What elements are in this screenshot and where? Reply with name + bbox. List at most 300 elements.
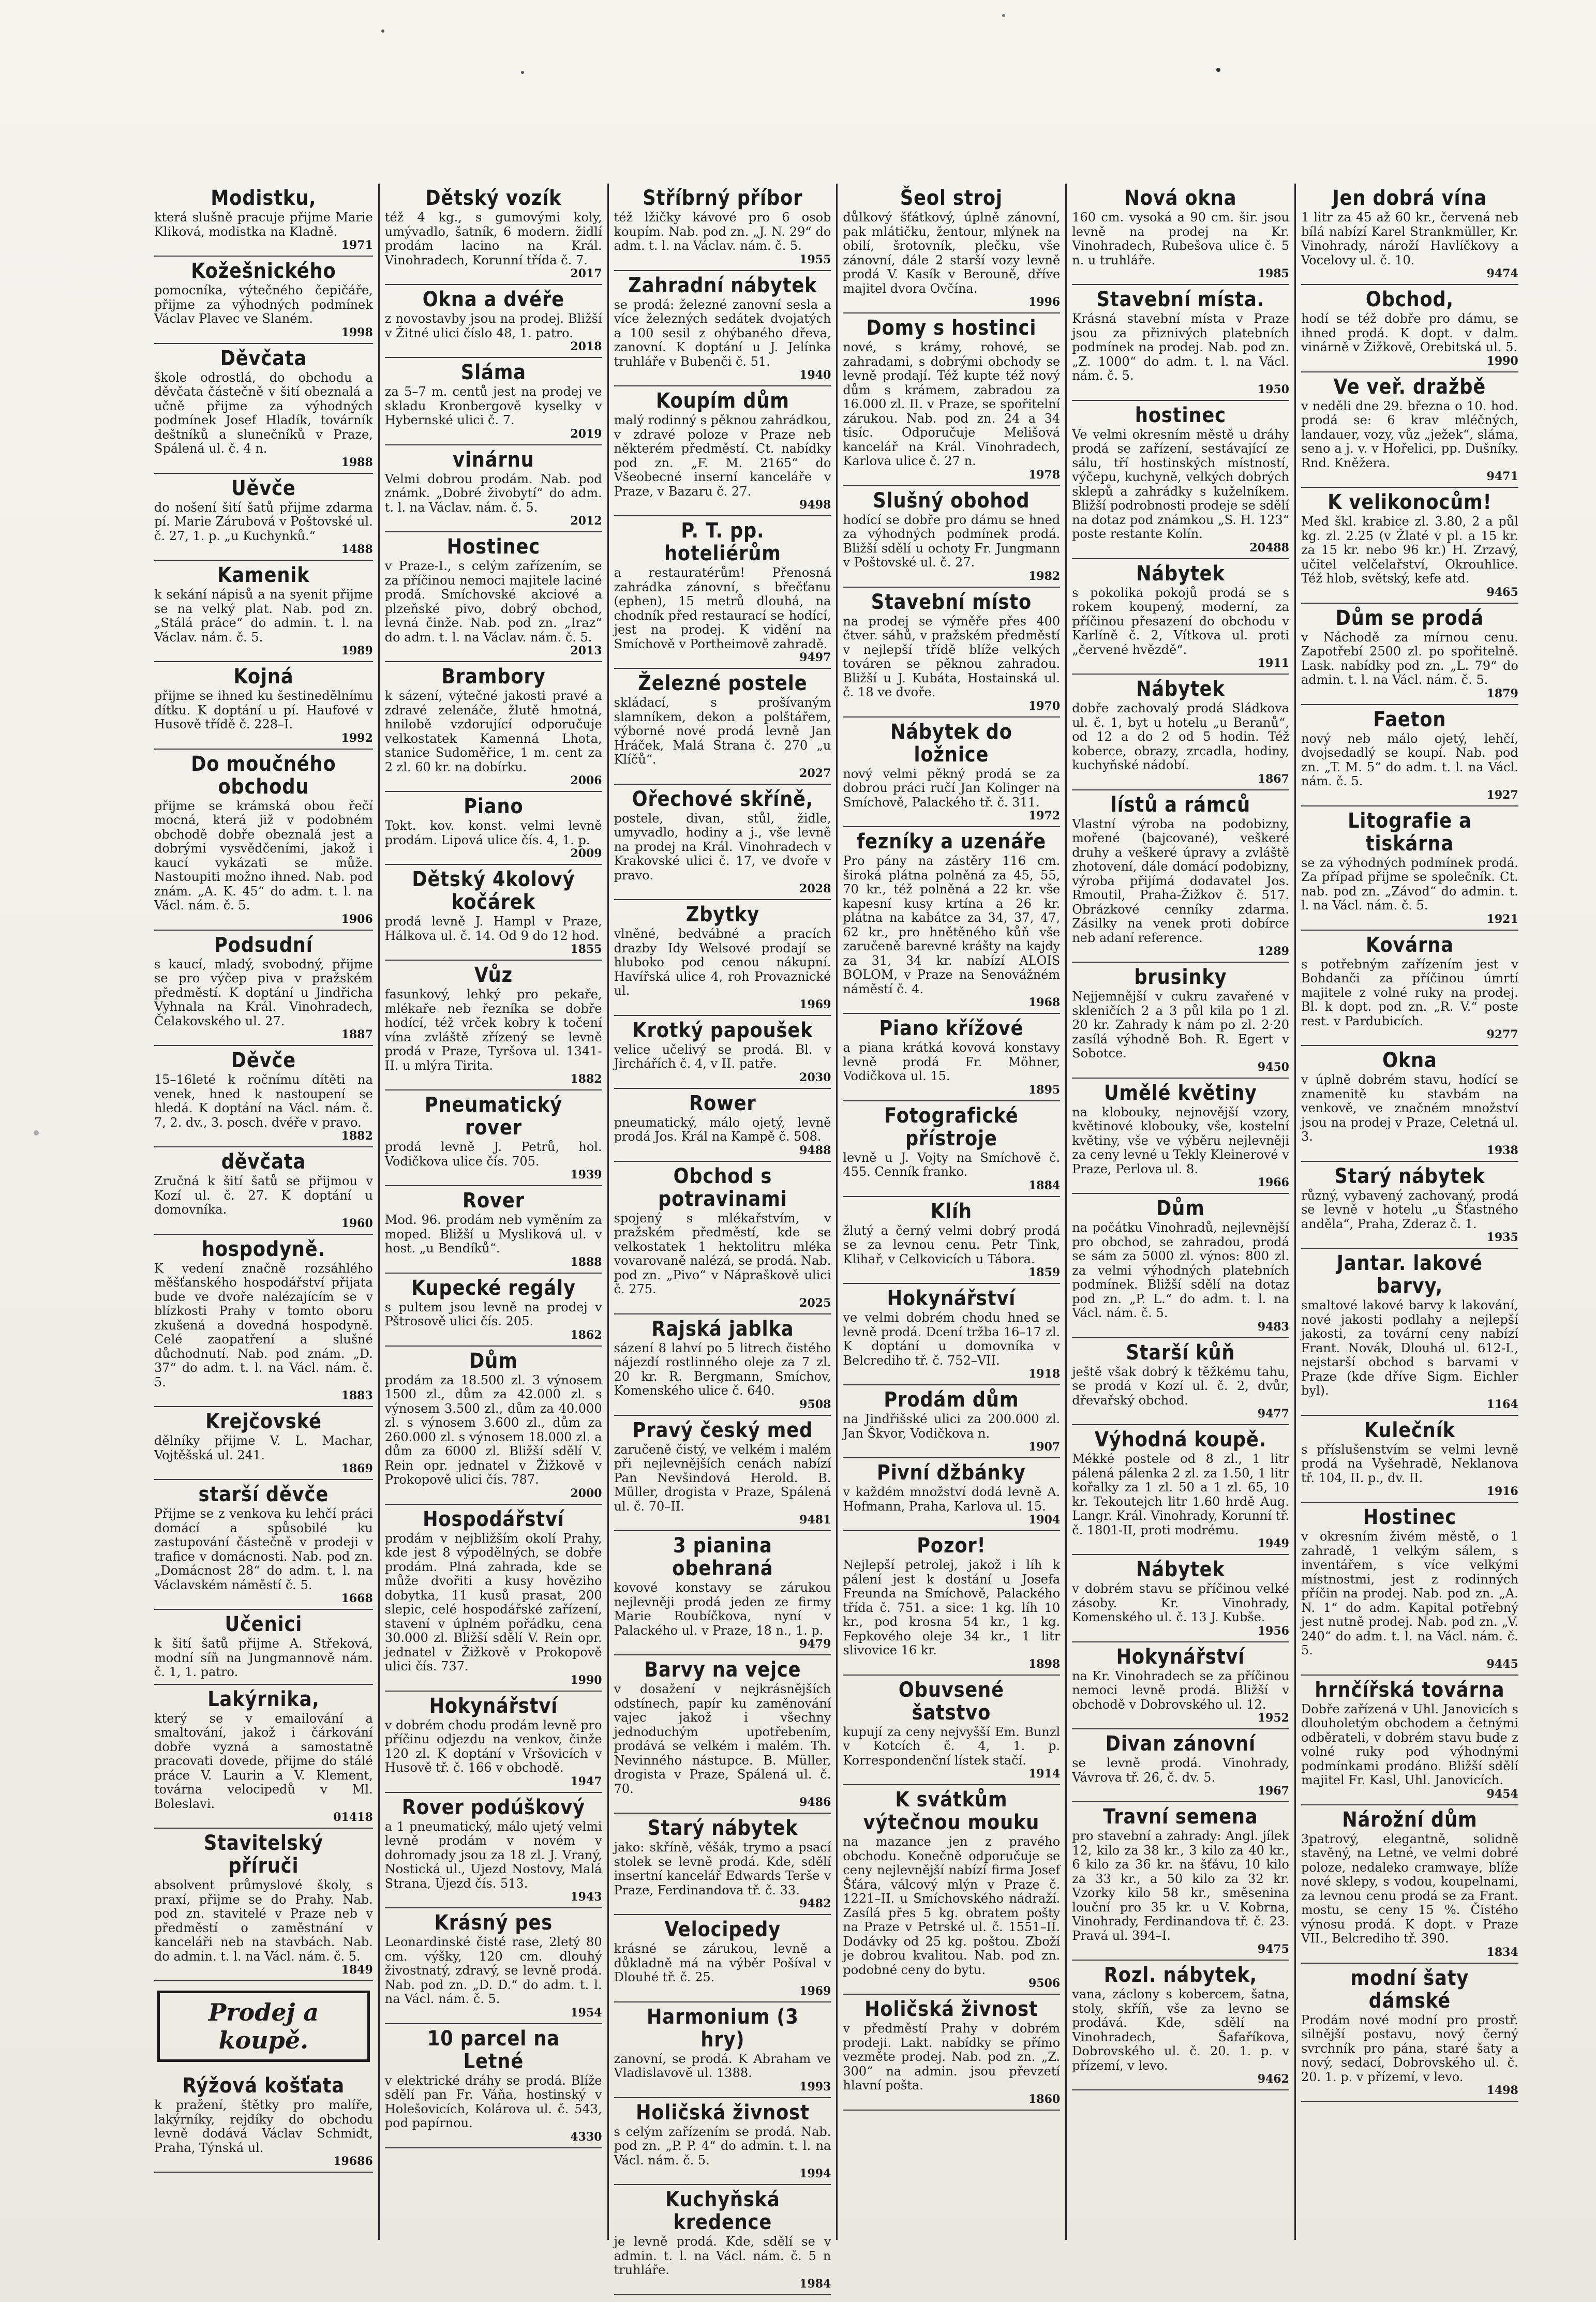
ad-number: 1834 <box>1486 1945 1518 1959</box>
ad-text: s potřebným zařízením jest v Bohdanči za příčinou úmrtí majitele z volné ruky na prodej. Bl. k dopt. pod zn. „R. V.“ poste rest. v Pardubicích. <box>1301 956 1518 1028</box>
ad-number: 1956 <box>1257 1624 1289 1638</box>
classified-ad <box>1072 559 1289 675</box>
ad-text: 15–16leté k ročnímu dítěti na venek, hned k nastoupení se hledá. K doptání na Václ. nám. č. 7, 2. dv., 3. posch. dvéře v pravo. <box>154 1072 373 1130</box>
ad-text: Dobře zařízená v Uhl. Janovicích s dlouholetým obchodem a četnými odběrateli, v dobrém stavu bude z volné ruky pod výhodnými podmínkami prodáno. Bližší sdělí majitel Fr. Kasl, Uhl. Janovicích. <box>1301 1701 1518 1787</box>
ad-title: Nábytek do ložnice <box>890 720 1013 767</box>
ad-title: Nábytek <box>1136 561 1225 586</box>
ad-title: Slušný obohod <box>873 488 1030 513</box>
ad-text: na mazance jen z pravého obchodu. Konečně odporučuje se ceny nejlevnější nabízí firma Josef Šťára, válcový mlýn v Praze č. 1221–II. u Smíchovského nádraží. Zasílá přes 5 kg. obratem pošty na Praze v Petrské ul. č. 1551–II. Dodávky od 25 kg. poštou. Zboží je dobrou kvalitou. Nab. pod zn. podobné ceny do bytu. <box>843 1834 1061 1977</box>
ad-text: která slušně pracuje přijme Marie Kliková, modistka na Kladně. <box>154 210 373 239</box>
ad-text: je levně prodá. Kde, sdělí se v admin. t. l. na Václ. nám. č. 5 n truhláře. <box>614 2234 831 2277</box>
classified-ad <box>385 2024 602 2148</box>
ad-title: Harmonium (3 hry) <box>646 2005 799 2052</box>
classified-ad <box>385 358 602 445</box>
ad-number: 1993 <box>799 2080 831 2094</box>
ad-number: 9479 <box>799 1637 831 1651</box>
ad-number: 2012 <box>570 514 602 528</box>
classified-columns <box>149 184 1524 2291</box>
ad-text: dobře zachovalý prodá Sládkova ul. č. 1, byt u hotelu „u Beranů“, od 12 a do 2 od 5 hodin. Též koberce, obrazy, zrcadla, hodiny, kuchyňské nádobí. <box>1072 701 1289 772</box>
classified-ad <box>385 1908 602 2024</box>
ad-number: 4330 <box>570 2130 602 2144</box>
ad-text: Prodám nové modní pro prostř. silnější postavu, nový černý svrchník pro pána, staré šaty a nový, sedací, Dobrovského ul. č. 20. 1. p. v přízemí, v levo. <box>1301 2012 1518 2084</box>
ad-title: Kupecké regály <box>411 1276 576 1300</box>
ad-number: 2006 <box>570 774 602 787</box>
ad-number: 9508 <box>799 1397 831 1411</box>
ad-number: 1968 <box>1028 996 1061 1009</box>
ad-text: se prodá: železné zanovní sesla a více železných sedátek dvojatých a 100 sesil z ohýbaného dřeva, zanovní. K doptání u J. Jelínka truhláře v Bubenči č. 51. <box>614 297 831 369</box>
ad-number: 1990 <box>1486 354 1518 368</box>
ad-text: na prodej se výměře přes 400 čtver. sáhů, v pražském předměstí v nejlepší třídě blíže velkých továren se pěknou zahradou. Bližší u J. Kubáta, Hostainská ul. č. 18 ve dvoře. <box>843 614 1061 699</box>
ad-title: Kovárna <box>1365 933 1454 957</box>
ad-text: přijme se ihned ku šestinedělnímu dítku. K doptání u pí. Haufové v Husově třídě č. 228–I. <box>154 689 373 731</box>
ad-number: 1940 <box>799 368 831 382</box>
ad-text: v dobrém chodu prodám levně pro příčinu odjezdu na venkov, činže 120 zl. K doptání v Vršovicích v Husově tř. č. 166 v obchodě. <box>384 1717 602 1775</box>
ad-number: 1954 <box>570 2006 602 2020</box>
ad-number: 1914 <box>1028 1767 1061 1781</box>
ad-text: důlkový šťátkový, úplně zánovní, pak mlátičku, žentour, mlýnek na obilí, šrotovník, plečku, vše zánovní, dále 2 starší vozy levně prodá V. Kasík v Berouně, dříve majitel dvora Ovčína. <box>843 210 1061 296</box>
ad-text: 3patrový, elegantně, solidně stavěný, na Letné, ve velmi dobré poloze, nedaleko cramwaye, blíže nové sklepy, s vodou, koupelnami, za levnou cenu prodá se za Frant. mostu, se ceny 15 %. Čistého výnosu prodá. K dopt. v Praze VII., Belcrediho tř. 390. <box>1301 1831 1518 1946</box>
ad-text: a restauratérům! Přenosná zahrádka zánovní, s břečťanu (ephen), 15 metrů dlouhá, na chodník před restaurací se hodící, jest na prodej. K vidění na Smíchově v Portheimově zahradě. <box>614 565 831 651</box>
ad-text: nové, s krámy, rohové, se zahradami, s dobrými obchody se levně prodají. Též kupte též nový dům s krámem, zabradou za 16.000 zl. II. v Praze, se spořitelní zárukou. Nab. pod zn. 24 a 34 tisíc. Odporučuje Melišová kancelář na Král. Vinohradech, Karlova ulice č. 27 n. <box>843 340 1061 468</box>
classified-ad <box>154 1407 373 1480</box>
classified-ad <box>1301 1249 1518 1416</box>
ad-number: 1935 <box>1486 1231 1518 1244</box>
classified-ad <box>614 184 831 271</box>
ad-text: s příslušenstvím se velmi levně prodá na Vyšehradě, Neklanova tř. 104, II. p., dv. II. <box>1301 1442 1518 1485</box>
ad-title: Umělé květiny <box>1104 1081 1258 1105</box>
classified-ad <box>843 486 1060 588</box>
ad-text: Vlastní výroba na podobizny, mořené (bajcované), veškeré druhy a veškeré úpravy a zvláště zhotovení, dále domácí podobizny, výroba přijímá dodavatel Jos. Rmoutil, Praha-Žižkov č. 517. Obrázkové cenníky zdarma. Zásilky na venek proti dobírce neb adaní reference. <box>1072 816 1289 945</box>
ad-title: hospodyně. <box>201 1237 325 1261</box>
classified-ad <box>614 1531 831 1655</box>
ad-title: Ve veř. dražbě <box>1333 375 1486 399</box>
classified-ad <box>385 1186 602 1274</box>
classified-ad <box>614 1089 831 1162</box>
classified-ad <box>154 2071 373 2173</box>
classified-ad <box>614 2098 831 2186</box>
ad-text: v okresním živém městě, o 1 zahradě, 1 velkým sálem, s inventářem, s více velkými místnostmi, jest z rodinných příčin na prodej. Nab. pod zn. „A. N. 1“ do adm. Kapital potřebný jest nutně prodej. Nab. pod zn. „V. 240“ do adm. t. l. na Václ. nám. č. 5. <box>1301 1529 1518 1657</box>
ad-text: sázení 8 lahví po 5 litrech čistého nájezdí rostlinného oleje za 7 zl. 20 kr. R. Bergmann, Smíchov, Komenského ulice č. 640. <box>614 1340 831 1398</box>
ad-number: 1952 <box>1257 1711 1289 1725</box>
classified-ad <box>614 1814 831 1915</box>
ad-title: Brambory <box>441 665 546 689</box>
ad-text: velice učelivý se prodá. Bl. v Jirchářích č. 4, v II. patře. <box>614 1042 831 1071</box>
ad-number: 9506 <box>1028 1977 1061 1990</box>
ad-title: Výhodná koupě. <box>1094 1428 1267 1452</box>
ad-number: 9474 <box>1486 267 1518 280</box>
ad-number: 2019 <box>570 427 602 441</box>
classified-ad <box>154 1610 373 1685</box>
ad-number: 1918 <box>1028 1367 1061 1381</box>
ad-text: do nošení šití šatů přijme zdarma pí. Marie Zárubová v Poštovské ul. č. 27, 1. p. „u Kuchynků.“ <box>154 500 373 543</box>
ad-text: pro stavební a zahrady: Angl. jílek 12, kilo za 38 kr., 3 kilo za 40 kr., 6 kilo za 36 kr. na šťávu, 10 kilo za 33 kr., a 50 kilo za 32 kr. Vzorky kilo 58 kr., směsenina louční pro 35 kr. u V. Kobrna, Vinohrady, Ferdinandova tř. č. 23. Pravá ul. 394–I. <box>1072 1829 1289 1943</box>
ad-title: Obuvsené šatstvo <box>899 1678 1005 1725</box>
ad-title: Koupím dům <box>655 389 789 413</box>
ad-number: 9475 <box>1257 1942 1289 1956</box>
ad-title: Vůz <box>474 963 513 987</box>
ad-text: pneumatický, málo ojetý, levně prodá Jos. Král na Kampě č. 508. <box>614 1115 831 1144</box>
ad-text: vana, záclony s kobercem, šatna, stoly, skříň, vše za levno se prodává. Kde, sdělí na Vinohradech, Šafaříkova, Dobrovského ul. č. 20. 1. p. v přízemí, v levo. <box>1072 1987 1289 2073</box>
classified-ad <box>1072 401 1289 559</box>
ad-title: hostinec <box>1135 403 1227 427</box>
ad-title: Jen dobrá vína <box>1332 186 1487 210</box>
section-banner: Prodej a koupě. <box>157 1991 370 2062</box>
ad-number: 1970 <box>1028 699 1061 713</box>
ad-title: K svátkům výtečnou mouku <box>863 1788 1040 1834</box>
ad-number: 1849 <box>341 1963 373 1977</box>
ad-title: lístů a rámců <box>1110 793 1251 817</box>
ad-title: Stavební místa. <box>1096 288 1265 311</box>
ad-title: Rover podúškový <box>401 1795 585 1819</box>
ad-text: v úplně dobrém stavu, hodící se znamenitě ku stavbám na venkově, ve značném množství jsou na prodej v Praze, Celetná ul. 3. <box>1301 1072 1518 1144</box>
ad-text: na klobouky, nejnovější vzory, květinové klobouky, vše, kostelní květiny, vše ve výběru nejlevněji za ceny levné u Tekly Kleinerové v Praze, Perlova ul. 8. <box>1072 1104 1289 1176</box>
ad-text: v neděli dne 29. března o 10. hod. prodá se: 6 krav mléčných, landauer, vozy, vůz „ježek“, sláma, seno a j. v. v Hořelici, pp. Dušníky. Rnd. Kněžera. <box>1301 398 1518 470</box>
classified-ad <box>154 561 373 662</box>
ad-text: Mékké postele od 8 zl., 1 litr pálená pálenka 2 zl. za 1.50, 1 litr kořalky za 1 zl. 50 a 1 zl. 65, 10 kr. Tekoutejch litr 1.60 hrdě Aug. Langr. Král. Vinohrady, Korunní tř. č. 1801-II, proti modrému. <box>1072 1452 1289 1537</box>
ad-text: Krásná stavební místa v Praze jsou za přiznivých platebních podmínek na prodej. Nab. pod zn. „Z. 1000“ do adm. t. l. na Václ. nám. č. 5. <box>1072 311 1289 383</box>
column-4 <box>836 184 1065 2240</box>
classified-ad <box>1301 372 1518 488</box>
classified-ad <box>154 184 373 257</box>
ad-number: 1898 <box>1028 1657 1061 1671</box>
ad-text: k šití šatů přijme A. Střeková, modní síň na Jungmannově nám. č. 1, 1. patro. <box>154 1636 373 1679</box>
ad-title: Faeton <box>1373 707 1446 731</box>
ad-text: v každém množství dodá levně A. Hofmann, Praha, Karlova ul. 15. <box>843 1485 1061 1514</box>
classified-ad <box>843 1785 1060 1995</box>
ad-title: Lakýrnika, <box>207 1687 320 1711</box>
classified-ad <box>1301 931 1518 1047</box>
classified-ad <box>614 785 831 901</box>
ad-text: který se v emailování a smaltování, jakož i čárkování dobře vyzná a samostatně pracovati dovede, přijme do stálé práce V. Laurin a V. Klement, továrna velocipedů v Ml. Boleslavi. <box>154 1711 373 1811</box>
classified-ad <box>614 669 831 785</box>
ad-number: 1879 <box>1486 686 1518 700</box>
ad-text: Med škl. krabice zl. 3.80, 2 a půl kg. zl. 2.25 (v Žlaté v pl. a 15 kr. za 15 kr. nebo 96 kr.) H. Zrzavý, učitel velčelařství, Okrouhlice. Též hlob, světský, kefe atd. <box>1301 514 1518 586</box>
ad-text: Tokt. kov. konst. velmi levně prodám. Lipová ulice čís. 4, 1. p. <box>384 818 602 847</box>
ad-title: Piano křížové <box>879 1017 1024 1040</box>
ad-title: Fotografické přístroje <box>884 1103 1019 1150</box>
ad-text: malý rodinný s pěknou zahrádkou, v zdravé poloze v Praze neb některém předměstí. Ct. nabídky pod zn. „F. M. 2165“ do Všeobecné inserní kanceláře v Praze, v Bazaru č. 27. <box>614 413 831 499</box>
ad-text: v předměstí Prahy v dobrém prodeji. Lakt. nabídky se přímo vezměte prodej. Nab. pod zn. „Z. 300“ na admin. jsou převzetí hlavní pošta. <box>843 2021 1061 2092</box>
ad-title: Dětský vozík <box>425 186 562 210</box>
classified-ad <box>385 532 602 662</box>
ad-title: Holičská živnost <box>864 1997 1039 2021</box>
ad-text: Velmi dobrou prodám. Nab. pod známk. „Dobré živobytí“ do adm. t. l. na Václav. nám. č. 5. <box>384 471 602 515</box>
classified-ad <box>1072 963 1289 1079</box>
ad-number: 1887 <box>341 1028 373 1041</box>
ad-title: Šeol stroj <box>900 186 1003 210</box>
ad-text: v elektrické dráhy se prodá. Blíže sdělí pan Fr. Váňa, hostinský v Holešovicích, Kolárova ul. č. 543, pod papírnou. <box>384 2073 602 2130</box>
classified-ad <box>1301 184 1518 285</box>
ad-title: Hokynářství <box>887 1287 1016 1310</box>
ad-number: 01418 <box>333 1811 373 1824</box>
ad-number: 1949 <box>1257 1537 1289 1550</box>
ad-title: Domy s hostinci <box>866 316 1037 340</box>
ad-number: 1164 <box>1486 1397 1518 1411</box>
ad-title: 3 pianina obehraná <box>672 1534 773 1580</box>
ad-text: K vedení značně rozsáhlého měšťanského hospodářství přijata bude ve dvoře nalézajícím se v blízkosti Prahy v tomto oboru zkušená a dovedná hospodyně. Celé zaopatření a slušné důchodnutí. Nab. pod znám. „D. 37“ do adm. t. l. na Václ. nám. č. 5. <box>154 1261 373 1389</box>
ad-number: 2013 <box>570 644 602 657</box>
ad-title: Kulečník <box>1364 1418 1455 1442</box>
ad-number: 1950 <box>1257 382 1289 396</box>
classified-ad <box>1301 1676 1518 1805</box>
classified-ad <box>614 516 831 669</box>
ad-text: v dobrém stavu se příčinou velké zásoby. Kr. Vinohrady, Komenského ul. č. 13 J. Kubše. <box>1072 1581 1289 1624</box>
ad-title: Holičská živnost <box>635 2100 810 2125</box>
ad-title: Starý nábytek <box>647 1816 798 1840</box>
ad-title: Prodám dům <box>884 1388 1019 1412</box>
ad-text: Nejjemnější v cukru zavařené v skleničích 2 a 3 půl kila po 1 zl. 20 kr. Zahrady k nám po zl. 2·20 zasílá výhodně Boh. R. Egert v Sobotce. <box>1072 989 1289 1060</box>
classified-ad <box>1072 1729 1289 1802</box>
ad-title: Hokynářství <box>1116 1645 1245 1669</box>
ad-text: s pokolika pokojů prodá se s rokem koupený, moderní, za příčinou přesazení do obchodu v Karlíně č. 2, Vítkova ul. proti „červené hvězdě“. <box>1072 585 1289 657</box>
ad-text: v Praze-I., s celým zařízením, se za příčinou nemoci majitele laciné prodá. Smíchovské akciové a plzeňské pivo, dobrý obchod, levná činže. Nab. pod zn. „Iraz“ do adm. t. l. na Václav. nám. č. 5. <box>384 559 602 645</box>
ad-text: postele, divan, stůl, židle, umyvadlo, hodiny a j., vše levně na prodej na Král. Vinohradech v Krakovské ulici č. 17, ve dvoře v pravo. <box>614 811 831 883</box>
ad-text: též lžičky kávové pro 6 osob koupím. Nab. pod zn. „J. N. 29“ do adm. t. l. na Václav. nám. č. 5. <box>614 210 831 253</box>
ad-text: s kaucí, mladý, svobodný, přijme se pro výčep piva v pražském předměstí. K doptání u Jindřicha Vyhnala na Král. Vinohradech, Čelakovského ul. 27. <box>154 956 373 1028</box>
ad-text: Nejlepší petrolej, jakož i líh k pálení jest k dostání u Josefa Freunda na Smíchově, Palackého třída č. 751. a sice: 1 kg. líh 10 kr., pod krosna 54 kr., 1 kg. Fepkového oleje 34 kr., 1 litr slivovice 16 kr. <box>843 1558 1061 1657</box>
ad-number: 1883 <box>341 1389 373 1402</box>
ad-title: Kamenik <box>217 563 310 587</box>
ad-text: prodá levně J. Hampl v Praze, Hálkova ul. č. 14. Od 9 do 12 hod. <box>384 914 602 943</box>
ad-title: Nárožní dům <box>1342 1807 1478 1832</box>
ad-text: zanovní, se prodá. K Abraham ve Vladislavově ul. 1388. <box>614 2051 831 2080</box>
ad-number: 9488 <box>799 1143 831 1157</box>
ad-text: zaručeně čistý, ve velkém i malém při nejlevnějších cenách nabízí Pan Nevšindová Herold. B. Müller, drogista v Praze, Spálená ul. č. 70–II. <box>614 1442 831 1514</box>
classified-ad <box>385 1274 602 1347</box>
ad-title: Ořechové skříně, <box>632 787 813 811</box>
ad-number: 9482 <box>799 1897 831 1910</box>
ad-text: kupují za ceny nejvyšší Em. Bunzl v Kotcích č. 4, 1. p. Korrespondenční lístek stačí. <box>843 1724 1061 1768</box>
classified-ad <box>843 588 1060 717</box>
ad-number: 1907 <box>1028 1440 1061 1454</box>
ad-number: 2025 <box>799 1296 831 1310</box>
ad-number: 2030 <box>799 1070 831 1084</box>
ad-title: Nábytek <box>1136 677 1225 701</box>
ad-number: 1992 <box>341 731 373 745</box>
ad-title: Rozl. nábytek, <box>1103 1963 1258 1987</box>
classified-ad <box>154 750 373 931</box>
ad-title: Do moučného obchodu <box>191 752 336 799</box>
ad-text: na počátku Vinohradů, nejlevnější pro obchod, se zahradou, prodá se sám za 5000 zl. výnos: 800 zl. za velmi výhodných platebních podmínek. Bližší sdělí na dotaz pod zn. „P. L.“ do adm. t. l. na Václ. nám. č. 5. <box>1072 1220 1289 1320</box>
classified-ad <box>1301 705 1518 806</box>
classified-ad <box>1072 1079 1289 1194</box>
classified-ad <box>385 445 602 533</box>
ad-number: 1990 <box>570 1673 602 1687</box>
ad-number: 2009 <box>570 847 602 860</box>
ad-number: 1984 <box>799 2277 831 2291</box>
ad-text: žlutý a černý velmi dobrý prodá se za levnou cenu. Petr Tink, Klihař, v Celkovicích u Tábora. <box>843 1223 1061 1266</box>
classified-ad <box>385 1692 602 1793</box>
classified-ad <box>154 1685 373 1829</box>
ad-text: k sázení, výtečné jakosti pravé a zdravé zelenáče, žlutě hmotná, hnilobě vzdorující odporučuje velkostatek Kamenná Lhota, stanice Sudoměřice, 1 m. cent za 2 zl. 60 kr. na dobírku. <box>384 689 602 774</box>
ad-title: Dětský 4kolový kočárek <box>412 868 575 914</box>
classified-ad <box>843 313 1060 486</box>
ad-title: hrnčířská továrna <box>1315 1678 1505 1702</box>
ad-text: hodí se též dobře pro dámu, se ihned prodá. K dopt. v dalm. vinárně v Žižkově, Orebitská ul. 5. <box>1301 311 1518 354</box>
ad-text: pomocníka, výtečného čepičáře, přijme za výhodných podmínek Václav Plavec ve Slaném. <box>154 283 373 326</box>
classified-ad <box>614 1655 831 1814</box>
classified-ad <box>614 1162 831 1314</box>
ad-title: Pozor! <box>917 1534 986 1558</box>
ad-number: 1943 <box>570 1890 602 1904</box>
ad-number: 9486 <box>799 1796 831 1809</box>
ad-number: 1906 <box>341 912 373 926</box>
ad-number: 1884 <box>1028 1178 1061 1192</box>
ad-number: 9497 <box>799 651 831 664</box>
ad-text: s celým zařízením se prodá. Nab. pod zn. „P. P. 4“ do admin. t. l. na Václ. nám. č. 5. <box>614 2124 831 2168</box>
classified-ad <box>385 1090 602 1186</box>
classified-ad <box>843 1385 1060 1458</box>
ad-number: 1882 <box>341 1129 373 1143</box>
classified-ad <box>1072 1961 1289 2090</box>
ad-number: 1985 <box>1257 267 1289 280</box>
classified-ad <box>1072 675 1289 790</box>
classified-ad <box>843 1995 1060 2111</box>
ad-title: Litografie a tiskárna <box>1348 809 1472 856</box>
classified-ad <box>1072 1194 1289 1338</box>
ad-title: Nová okna <box>1124 186 1237 210</box>
ad-number: 9445 <box>1486 1657 1518 1671</box>
ad-title: Učenici <box>225 1612 303 1636</box>
classified-ad <box>614 386 831 516</box>
ad-title: Dům se prodá <box>1335 606 1484 630</box>
ad-title: Dům <box>469 1349 518 1373</box>
classified-ad <box>843 827 1060 1014</box>
ad-text: v dosažení v nejkrásnějších odstínech, papír ku zaměnování vajec jakož i všechny jednoduchým upotřebením, prodává se velkém i malém. Th. Nevinného nástupce. B. Müller, drogista v Praze, Spálená ul. č. 70. <box>614 1682 831 1796</box>
ad-number: 9481 <box>799 1513 831 1527</box>
ad-text: přijme se krámská obou řečí mocná, která již v podobném obchodě dobře obeznalá jest a dobrými vysvědčeními, jakož i kaucí vykázati se může. Nastoupiti možno ihned. Nab. pod znám. „A. K. 45“ do adm. t. l. na Václ. nám. č. 5. <box>154 798 373 913</box>
ad-title: fezníky a uzenáře <box>857 830 1047 854</box>
classified-ad <box>1301 488 1518 604</box>
ad-number: 1966 <box>1257 1176 1289 1189</box>
classified-ad <box>1301 1046 1518 1162</box>
ad-number: 2017 <box>570 267 602 280</box>
ad-title: Hostinec <box>446 535 540 559</box>
ad-text: hodící se dobře pro dámu se hned za výhodných podmínek prodá. Bližší sdělí u ochoty Fr. Jungmann v Poštovské ul. č. 27. <box>843 512 1061 570</box>
ad-title: Železné postele <box>637 671 808 695</box>
ad-title: Rower <box>689 1091 756 1115</box>
ad-text: v Náchodě za mírnou cenu. Zapotřebí 2500 zl. po spořitelně. Lask. nabídky pod zn. „L. 79“ do admin. t. l. na Václ. nám. č. 5. <box>1301 630 1518 687</box>
ad-number: 1895 <box>1028 1083 1061 1097</box>
ad-text: a piana krátká kovová konstavy levně prodá Fr. Möhner, Vodičkova ul. 15. <box>843 1040 1061 1083</box>
ad-number: 2018 <box>570 340 602 353</box>
ad-number: 1989 <box>341 644 373 657</box>
ad-title: modní šaty dámské <box>1350 1966 1469 2013</box>
classified-ad <box>614 271 831 387</box>
ad-number: 1938 <box>1486 1143 1518 1157</box>
ad-text: prodám za 18.500 zl. 3 výnosem 1500 zl., dům za 42.000 zl. s výnosem 3.500 zl., dům za 40.000 zl. s výnosem 3.600 zl., dům za 260.000 zl. s výnosem 18.000 zl. a dům za 6000 zl. Bližší sdělí V. Rein opr. jednatel v Žižkově v Prokopově ulici čís. 787. <box>384 1372 602 1487</box>
ad-number: 1921 <box>1486 912 1518 926</box>
ad-number: 1996 <box>1028 295 1061 309</box>
classified-ad <box>154 257 373 344</box>
column-3 <box>607 184 837 2291</box>
classified-ad <box>385 792 602 865</box>
ad-number: 19686 <box>333 2155 373 2168</box>
classified-ad <box>1072 1642 1289 1730</box>
classified-ad <box>385 865 602 961</box>
classified-ad <box>843 1676 1060 1786</box>
ad-text: 1 litr za 45 až 60 kr., červená neb bílá nabízí Karel Strankmüller, Kr. Vinohrady, nároží Havlíčkovy a Vocelovy ul. č. 10. <box>1301 210 1518 267</box>
ad-title: Pneumatický rover <box>424 1093 562 1140</box>
ad-number: 1498 <box>1486 2084 1518 2097</box>
ad-number: 1888 <box>570 1255 602 1269</box>
ad-title: Pravý český med <box>632 1418 813 1442</box>
ad-number: 9477 <box>1257 1407 1289 1421</box>
ad-title: Hospodářství <box>422 1507 564 1531</box>
ad-text: nový velmi pěkný prodá se za dobrou práci ručí Jan Kolinger na Smíchově, Palackého tř. č. 311. <box>843 766 1061 810</box>
ad-title: Děvče <box>231 1049 296 1072</box>
classified-ad <box>614 2002 831 2098</box>
classified-ad <box>843 717 1060 828</box>
classified-ad <box>154 1147 373 1235</box>
ad-title: Hostinec <box>1363 1505 1457 1529</box>
ad-text: s pultem jsou levně na prodej v Pštrosově ulici čís. 205. <box>384 1299 602 1328</box>
ad-number: 9498 <box>799 498 831 512</box>
ad-title: Klíh <box>931 1199 973 1223</box>
ad-number: 1960 <box>341 1216 373 1230</box>
ad-number: 9462 <box>1257 2072 1289 2086</box>
ad-title: Stavitelský příruči <box>204 1831 323 1878</box>
classified-ad <box>1301 1503 1518 1676</box>
classified-ad <box>385 184 602 285</box>
ad-number: 1867 <box>1257 772 1289 786</box>
ad-number: 2027 <box>799 766 831 780</box>
ad-title: Děvčata <box>220 346 307 370</box>
ad-number: 1971 <box>341 238 373 252</box>
classified-ad <box>614 1915 831 2002</box>
ad-title: Stavební místo <box>871 590 1032 614</box>
ad-title: starší děvče <box>198 1483 329 1506</box>
ad-title: Hokynářství <box>429 1694 558 1718</box>
ad-number: 1668 <box>341 1592 373 1605</box>
ad-title: Kojná <box>233 665 294 689</box>
classified-ad <box>1072 1338 1289 1426</box>
classified-ad <box>843 184 1060 313</box>
ad-title: Sláma <box>460 361 526 384</box>
ad-text: různý, vybavený zachovaný, prodá se levně v hotelu „u Šťastného anděla“, Praha, Zderaz č. 1. <box>1301 1188 1518 1231</box>
classified-ad <box>154 1235 373 1408</box>
ad-text: škole odrostlá, do obchodu a děvčata částečně v šití obeznalá a učně přijme za výhodných podmínek Josef Hladík, továrník deštníků a slunečníků v Praze, Spálená ul. č. 4 n. <box>154 370 373 456</box>
ad-text: dělníky přijme V. L. Machar, Vojtěšská ul. 241. <box>154 1433 373 1462</box>
ad-number: 1947 <box>570 1774 602 1788</box>
ad-text: skládací, s prošívaným slamníkem, dekon a polštářem, výborné nové prodá levně Jan Hráček, Malá Strana č. 270 „u Klíčů“. <box>614 695 831 767</box>
ad-text: z novostavby jsou na prodej. Bližší v Žitné ulici číslo 48, 1. patro. <box>384 311 602 340</box>
ad-title: Jantar. lakové barvy, <box>1336 1251 1483 1298</box>
ad-title: K velikonocům! <box>1327 490 1492 514</box>
ad-title: vinárnu <box>452 447 534 472</box>
ad-title: 10 parcel na Letné <box>427 2026 560 2073</box>
ad-text: 160 cm. vysoká a 90 cm. šir. jsou levně na prodej na Kr. Vinohradech, Rubešova ulice č. 5 n. u truhláře. <box>1072 210 1289 267</box>
ad-number: 9483 <box>1257 1320 1289 1334</box>
ad-title: Obchod, <box>1365 288 1454 311</box>
ad-text: krásné se zárukou, levně a důkladně má na výběr Pošíval v Dlouhé tř. č. 25. <box>614 1941 831 1984</box>
ad-title: Podsudní <box>214 933 313 957</box>
classified-ad <box>614 1016 831 1089</box>
ad-title: Rajská jablka <box>651 1317 794 1341</box>
classified-ad <box>154 344 373 474</box>
classified-ad <box>154 1480 373 1610</box>
ad-text: jako: skříně, věšák, trymo a psací stolek se levně prodá. Kde, sdělí insertní kancelář Edwards Terše v Praze, Ferdinandova tř. č. 33. <box>614 1840 831 1897</box>
ad-number: 1955 <box>799 252 831 266</box>
ad-title: Pivní džbánky <box>877 1461 1026 1485</box>
classified-ad <box>1301 604 1518 705</box>
ad-text: prodám v nejbližším okolí Prahy, kde jest 8 výpodělných, se dobře prodám. Plná zahrada, kde se může dvořiti a kusy hověziho dobytka, 11 kusů prasat, 200 slepic, celé hospodářské zařízení, stavení v úplném pořádku, cena 30.000 zl. Bližší sdělí V. Rein opr. jednatel v Žižkově v Prokopově ulici čís. 737. <box>384 1531 602 1673</box>
ad-title: Rover <box>462 1189 525 1213</box>
classified-ad <box>614 2185 831 2295</box>
classified-ad <box>154 662 373 750</box>
ad-title: Kožešnického <box>191 259 336 283</box>
ad-title: děvčata <box>221 1150 306 1174</box>
